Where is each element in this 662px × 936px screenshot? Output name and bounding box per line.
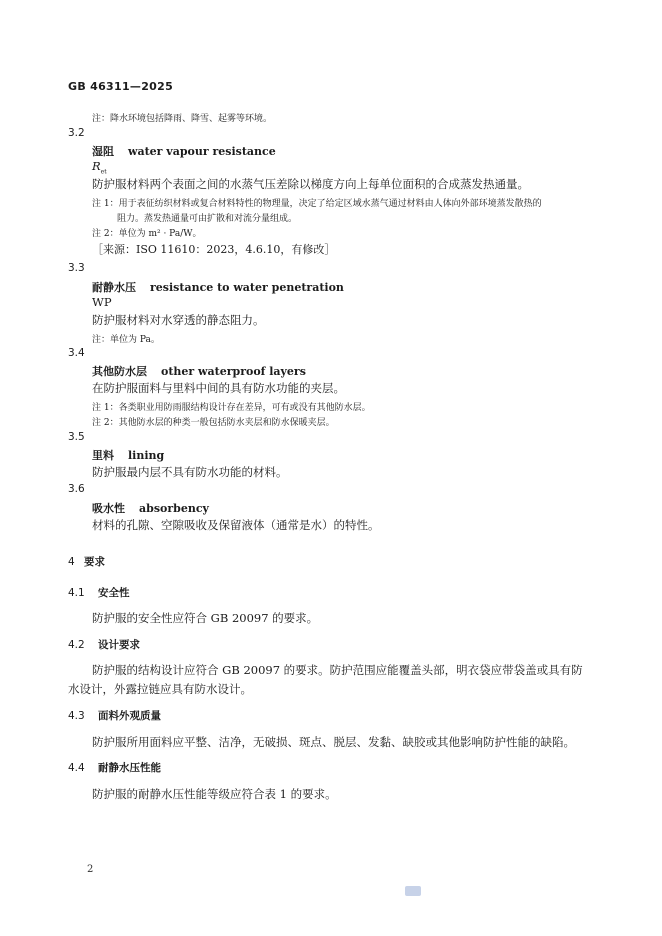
clause-number-3-2: 3.2	[68, 127, 85, 139]
section-4-number: 4	[68, 556, 75, 568]
term-3-6	[92, 500, 209, 516]
term-3-2	[92, 143, 276, 159]
section-4-1-heading	[68, 585, 130, 600]
term-3-4-en: other waterproof layers	[161, 365, 306, 378]
clause-number-3-5: 3.5	[68, 431, 85, 443]
definition-3-6: 材料的孔隙、空隙吸收及保留液体（通常是水）的特性。	[92, 518, 380, 532]
section-4-3-heading	[68, 708, 161, 723]
note-3-2-2: 注 2：单位为 m² · Pa/W。	[92, 229, 202, 239]
term-3-4-zh: 其他防水层	[92, 365, 147, 378]
section-4-2-text-b: 水设计，外露拉链应具有防水设计。	[68, 682, 252, 696]
section-4-title: 要求	[84, 556, 105, 568]
term-3-6-zh: 吸水性	[92, 502, 125, 515]
note-3-4-1: 注 1：各类职业用防雨服结构设计存在差异，可有或没有其他防水层。	[92, 403, 371, 413]
term-3-3	[92, 279, 344, 295]
section-4-3-title: 面料外观质量	[98, 710, 161, 722]
term-3-2-en: water vapour resistance	[128, 145, 276, 158]
term-3-2-zh: 湿阻	[92, 145, 114, 158]
standard-code-header: GB 46311—2025	[68, 80, 174, 93]
section-4-heading	[68, 554, 105, 569]
term-3-5-zh: 里料	[92, 449, 114, 462]
clause-number-3-3: 3.3	[68, 262, 85, 274]
section-4-4-text: 防护服的耐静水压性能等级应符合表 1 的要求。	[92, 787, 337, 801]
section-4-1-title: 安全性	[98, 587, 130, 599]
section-4-2-title: 设计要求	[98, 639, 140, 651]
clause-number-3-4: 3.4	[68, 347, 85, 359]
symbol-3-2-sub: et	[100, 168, 107, 176]
section-4-2-number: 4.2	[68, 639, 85, 651]
page-number: 2	[87, 864, 94, 875]
section-4-4-title: 耐静水压性能	[98, 762, 161, 774]
section-4-4-heading	[68, 760, 161, 775]
symbol-3-2-main: R	[92, 159, 101, 173]
section-4-4-number: 4.4	[68, 762, 85, 774]
note-3-4-2: 注 2：其他防水层的种类一般包括防水夹层和防水保暖夹层。	[92, 418, 335, 428]
note-3-2-1a: 注 1：用于表征纺织材料或复合材料特性的物理量，决定了给定区域水蒸气通过材料由人体向外部环境蒸发散热的	[92, 199, 542, 209]
definition-3-3: 防护服材料对水穿透的静态阻力。	[92, 313, 265, 327]
term-3-5-en: lining	[128, 449, 165, 462]
publisher-stamp-icon	[405, 886, 421, 896]
note-3-3: 注：单位为 Pa。	[92, 335, 160, 345]
definition-3-4: 在防护服面料与里料中间的具有防水功能的夹层。	[92, 381, 345, 395]
note-precipitation: 注：降水环境包括降雨、降雪、起雾等环境。	[92, 114, 273, 124]
definition-3-2: 防护服材料两个表面之间的水蒸气压差除以梯度方向上每单位面积的合成蒸发热通量。	[92, 177, 529, 191]
section-4-1-number: 4.1	[68, 587, 85, 599]
section-4-3-number: 4.3	[68, 710, 85, 722]
term-3-5	[92, 447, 164, 463]
term-3-3-zh: 耐静水压	[92, 281, 136, 294]
symbol-3-2	[92, 159, 107, 175]
term-3-3-en: resistance to water penetration	[150, 281, 344, 294]
source-3-2: ［来源：ISO 11610：2023，4.6.10，有修改］	[92, 243, 336, 256]
section-4-1-text: 防护服的安全性应符合 GB 20097 的要求。	[92, 611, 319, 625]
definition-3-5: 防护服最内层不具有防水功能的材料。	[92, 465, 288, 479]
section-4-2-heading	[68, 637, 140, 652]
clause-number-3-6: 3.6	[68, 483, 85, 495]
section-4-3-text: 防护服所用面料应平整、洁净，无破损、斑点、脱层、发黏、缺胶或其他影响防护性能的缺陷。	[92, 735, 575, 749]
term-3-4	[92, 363, 306, 379]
symbol-3-3: WP	[92, 295, 112, 309]
section-4-2-text-a: 防护服的结构设计应符合 GB 20097 的要求。防护范围应能覆盖头部，明衣袋应带袋盖或具有防	[92, 663, 583, 677]
note-3-2-1b: 阻力。蒸发热通量可由扩散和对流分量组成。	[117, 214, 298, 224]
term-3-6-en: absorbency	[139, 502, 209, 515]
